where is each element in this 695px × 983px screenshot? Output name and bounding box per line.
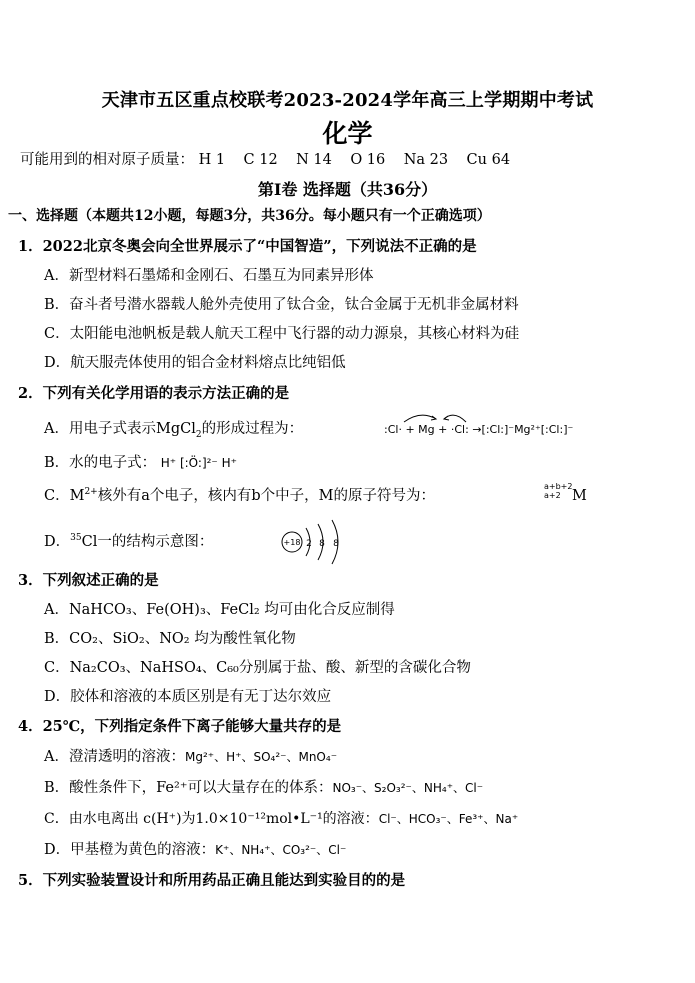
subject-title: 化学	[322, 119, 373, 148]
mass-c: C 12	[243, 152, 278, 168]
mass-h: H 1	[198, 152, 226, 168]
q2-stem: 2．下列有关化学用语的表示方法正确的是	[18, 385, 290, 402]
q2-d-text1: D．	[44, 534, 71, 550]
q3-option-b: B．CO₂、SiO₂、NO₂ 均为酸性氧化物	[44, 631, 296, 647]
q2-a-cl-left: :Cl·	[384, 423, 402, 436]
q2-a-product: →[:Cl:]⁻Mg²⁺[:Cl:]⁻	[472, 423, 574, 436]
q2-c-text1: C．M	[44, 488, 85, 504]
q4-d-ions: K⁺、NH₄⁺、CO₃²⁻、Cl⁻	[215, 843, 347, 857]
q2-c-symbol: M	[572, 488, 587, 504]
q2-c-mass-number: a+b+2	[544, 482, 573, 491]
q2-a-cl-right: ·Cl:	[450, 423, 469, 436]
chloride-structure-diagram	[278, 518, 350, 566]
q2-b-formula: H⁺ [:Ö:]²⁻ H⁺	[160, 456, 237, 470]
q1-option-a: A．新型材料石墨烯和金刚石、石墨互为同素异形体	[44, 268, 374, 284]
q4-a-text: A．澄清透明的溶液：	[44, 749, 185, 765]
q2-c-text2: 核外有a个电子，核内有b个中子，M的原子符号为：	[97, 488, 436, 504]
q4-stem: 4．25℃，下列指定条件下离子能够大量共存的是	[18, 718, 342, 735]
mass-o: O 16	[350, 152, 386, 168]
shell-1-count: 2	[306, 539, 312, 549]
q3-option-d: D．胶体和溶液的本质区别是有无丁达尔效应	[44, 689, 332, 705]
q2-a-text2: 的形成过程为：	[201, 421, 304, 437]
q4-b-ions: NO₃⁻、S₂O₃²⁻、NH₄⁺、Cl⁻	[332, 781, 484, 795]
q2-c-nuclide	[544, 482, 572, 500]
q1-option-c: C．太阳能电池帆板是载人航天工程中飞行器的动力源泉，其核心材料为硅	[44, 326, 520, 342]
q4-option-a	[44, 747, 337, 767]
mass-na: Na 23	[403, 152, 449, 168]
q4-option-c	[44, 809, 518, 829]
q4-option-b	[44, 778, 483, 798]
q4-d-text: D．甲基橙为黄色的溶液：	[44, 842, 216, 858]
q2-d-sup: 35	[70, 533, 82, 544]
q4-c-ions: Cl⁻、HCO₃⁻、Fe³⁺、Na⁺	[378, 812, 519, 826]
q2-d-text2: Cl一的结构示意图：	[81, 534, 214, 550]
q2-c-sup: 2+	[84, 487, 98, 498]
q2-option-d	[44, 532, 213, 552]
q4-option-d	[44, 840, 346, 860]
q2-c-atomic-number: a+2	[544, 491, 561, 500]
q2-a-text: A．用电子式表示MgCl	[44, 421, 196, 437]
mass-n: N 14	[296, 152, 332, 168]
exam-title: 天津市五区重点校联考2023-2024学年高三上学期期中考试	[101, 90, 594, 111]
q2-b-text: B．水的电子式：	[44, 455, 157, 471]
q4-c-text: C．由水电离出 c(H⁺)为1.0×10⁻¹²mol•L⁻¹的溶液：	[44, 811, 379, 827]
atomic-mass-line	[20, 150, 510, 170]
q2-option-b	[44, 453, 237, 473]
q2-option-a	[44, 419, 303, 439]
q1-option-d: D．航天服壳体使用的铝合金材料熔点比纯铝低	[44, 355, 346, 371]
mass-cu: Cu 64	[466, 152, 511, 168]
section-heading: 第Ⅰ卷 选择题（共36分）	[257, 180, 438, 199]
q4-b-text: B．酸性条件下，Fe²⁺可以大量存在的体系：	[44, 780, 333, 796]
q3-option-c: C．Na₂CO₃、NaHSO₄、C₆₀分别属于盐、酸、新型的含碳化合物	[44, 660, 471, 676]
q3-stem: 3．下列叙述正确的是	[18, 572, 159, 589]
q1-stem: 1．2022北京冬奥会向全世界展示了“中国智造”，下列说法不正确的是	[18, 238, 477, 255]
electron-transfer-arrows	[396, 410, 506, 424]
q5-stem: 5．下列实验装置设计和所用药品正确且能达到实验目的的是	[18, 872, 406, 889]
shell-2-count: 8	[319, 539, 325, 549]
nucleus-charge: +18	[283, 538, 301, 547]
q1-option-b: B．奋斗者号潜水器载人舱外壳使用了钛合金，钛合金属于无机非金属材料	[44, 297, 519, 313]
atomic-mass-prefix: 可能用到的相对原子质量：	[20, 152, 194, 168]
section-instruction: 一、选择题（本题共12小题，每题3分，共36分。每小题只有一个正确选项）	[8, 208, 491, 224]
q2-a-sub: 2	[195, 429, 202, 440]
q3-option-a: A．NaHCO₃、Fe(OH)₃、FeCl₂ 均可由化合反应制得	[44, 602, 395, 618]
q4-a-ions: Mg²⁺、H⁺、SO₄²⁻、MnO₄⁻	[184, 750, 338, 764]
shell-3-count: 8	[333, 539, 339, 549]
q2-option-c	[44, 486, 435, 506]
q2-a-mg: + Mg +	[405, 423, 448, 436]
